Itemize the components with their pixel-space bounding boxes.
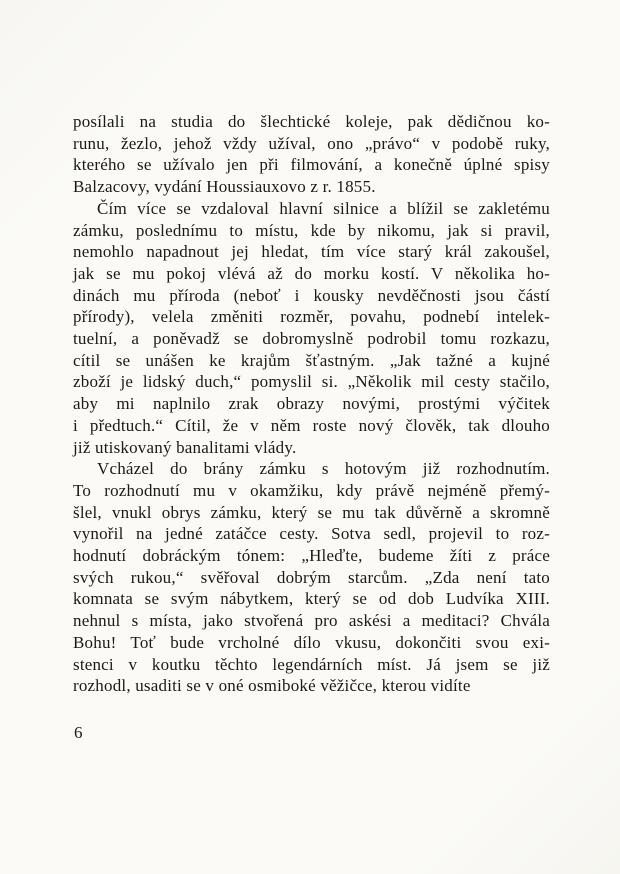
text-line: i předtuch.“ Cítil, že v něm roste nový člověk, tak dlouho (73, 415, 550, 435)
page-number: 6 (74, 723, 83, 742)
text-line: rozhodl, usaditi se v oné osmiboké věžičce, kterou vidíte (73, 676, 471, 696)
text-line: již utiskovaný banalitami vlády. (73, 437, 297, 457)
paragraph (73, 458, 550, 697)
text-line: posílali na studia do šlechtické koleje, pak dědičnou ko- (73, 112, 550, 131)
text-line: nehnul s místa, jako stvořená pro askési a meditaci? Chvála (73, 611, 550, 631)
text-line: dinách mu příroda (neboť i kousky nevděčnosti jsou částí (73, 285, 550, 305)
text-line: přírody), velela změniti rozměr, povahu, podnebí intelek- (73, 307, 550, 327)
text-line: Balzacovy, vydání Houssiauxovo z r. 1855. (73, 177, 376, 197)
text-line: To rozhodnutí mu v okamžiku, kdy právě nejméně přemý- (73, 480, 550, 500)
text-line: tuelní, a poněvadž se dobromyslně podrobil tomu rozkazu, (73, 329, 550, 349)
text-line: runu, žezlo, jehož vždy užíval, ono „právo“ v podobě ruky, (73, 133, 550, 153)
paragraph (73, 198, 550, 458)
text-line: zámku, poslednímu to místu, kde by nikomu, jak si pravil, (73, 220, 550, 240)
text-line: hodnutí dobráckým tónem: „Hleďte, budeme žíti z práce (73, 546, 550, 566)
text-line: svých rukou,“ svěřoval dobrým starcům. „Zda není tato (73, 567, 550, 587)
text-line: cítil se unášen ke krajům šťastným. „Jak tažné a kujné (73, 350, 550, 370)
text-line: stenci v koutku těchto legendárních míst. Já jsem se již (73, 654, 550, 674)
text-line: kterého se užívalo jen při filmování, a konečně úplné spisy (73, 155, 550, 175)
text-line: vynořil na jedné zatáčce cesty. Sotva sedl, projevil to roz- (73, 524, 550, 544)
text-line: aby mi naplnilo zrak obrazy novými, prostými výčitek (73, 394, 550, 414)
page-text (73, 111, 550, 697)
text-line: nemohlo napadnout jej hledat, tím více starý král zakoušel, (73, 242, 550, 262)
text-line: jak se mu pokoj vlévá až do morku kostí. V několika ho- (73, 263, 550, 283)
text-line: zboží je lidský duch,“ pomyslil si. „Několik mil cesty stačilo, (73, 372, 550, 392)
text-line: Bohu! Toť bude vrcholné dílo vkusu, dokončiti svou exi- (73, 632, 550, 652)
paragraph (73, 111, 550, 198)
text-line: šlel, vnukl obrys zámku, který se mu tak důvěrně a skromně (73, 502, 550, 522)
text-line: Čím více se vzdaloval hlavní silnice a blížil se zakletému (97, 198, 550, 218)
text-line: komnata se svým nábytkem, který se od dob Ludvíka XIII. (73, 589, 550, 609)
text-line: Vcházel do brány zámku s hotovým již rozhodnutím. (97, 459, 550, 479)
